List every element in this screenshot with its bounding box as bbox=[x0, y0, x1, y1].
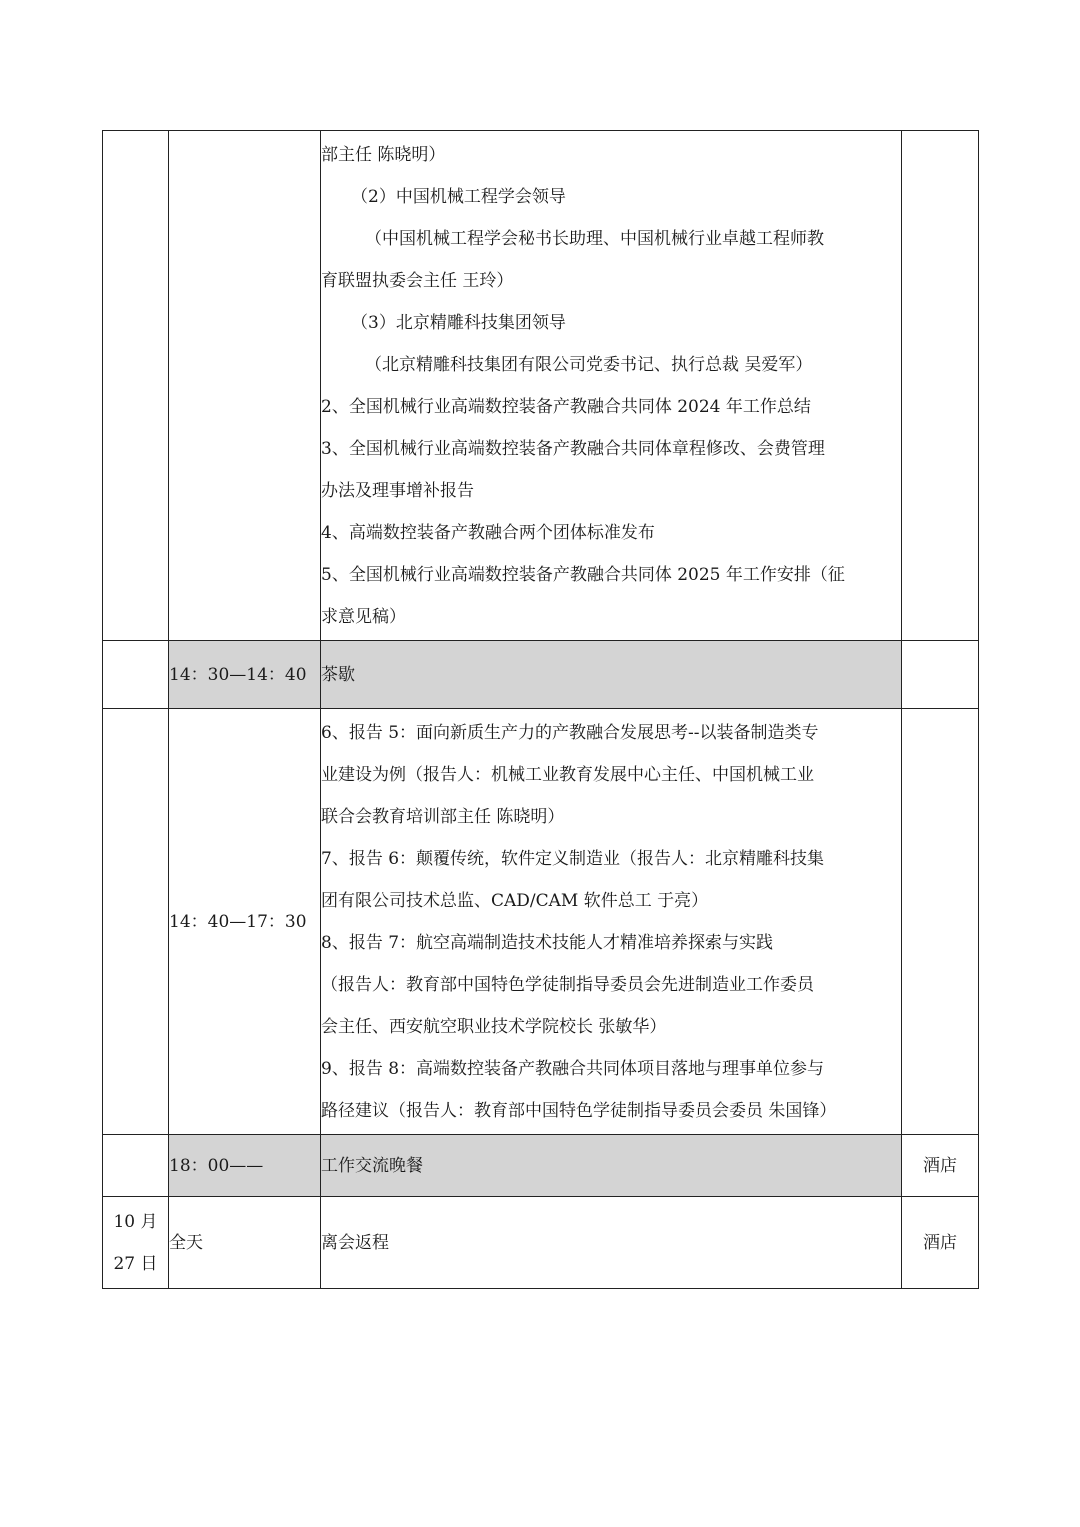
agenda-table bbox=[102, 130, 979, 1289]
table-row bbox=[103, 131, 979, 641]
content-cell bbox=[321, 131, 902, 641]
content-line: 会主任、西安航空职业技术学院校长 张敏华） bbox=[321, 1016, 667, 1037]
content-line: 联合会教育培训部主任 陈晓明） bbox=[321, 806, 565, 827]
time-cell: 18：00—— bbox=[169, 1135, 321, 1197]
content-line: 业建设为例（报告人：机械工业教育发展中心主任、中国机械工业 bbox=[321, 764, 814, 785]
time-cell bbox=[169, 131, 321, 641]
content-line: 4、高端数控装备产教融合两个团体标准发布 bbox=[321, 522, 655, 543]
date-cell bbox=[103, 709, 169, 1135]
content-line: （中国机械工程学会秘书长助理、中国机械行业卓越工程师教 bbox=[365, 228, 824, 249]
table-row bbox=[103, 1197, 979, 1289]
time-cell: 14：40—17：30 bbox=[169, 709, 321, 1135]
place-cell: 酒店 bbox=[902, 1135, 979, 1197]
content-line: 2、全国机械行业高端数控装备产教融合共同体 2024 年工作总结 bbox=[321, 396, 811, 417]
place-cell bbox=[902, 131, 979, 641]
content-line: 育联盟执委会主任 王玲） bbox=[321, 270, 514, 291]
date-cell bbox=[103, 641, 169, 709]
content-cell: 工作交流晚餐 bbox=[321, 1135, 902, 1197]
date-cell bbox=[103, 1135, 169, 1197]
content-line: （北京精雕科技集团有限公司党委书记、执行总裁 吴爱军） bbox=[365, 354, 813, 375]
date-day: 27 日 bbox=[113, 1253, 158, 1274]
content-line: 8、报告 7：航空高端制造技术技能人才精准培养探索与实践 bbox=[321, 932, 774, 953]
content-line: （3）北京精雕科技集团领导 bbox=[351, 312, 566, 333]
time-cell: 全天 bbox=[169, 1197, 321, 1289]
content-line: （2）中国机械工程学会领导 bbox=[351, 186, 566, 207]
time-cell: 14：30—14：40 bbox=[169, 641, 321, 709]
table-row bbox=[103, 1135, 979, 1197]
content-line: 7、报告 6：颠覆传统，软件定义制造业（报告人：北京精雕科技集 bbox=[321, 848, 825, 869]
content-line: 9、报告 8：高端数控装备产教融合共同体项目落地与理事单位参与 bbox=[321, 1058, 825, 1079]
content-line: 求意见稿） bbox=[321, 606, 406, 627]
content-cell bbox=[321, 709, 902, 1135]
table-row bbox=[103, 641, 979, 709]
content-cell: 离会返程 bbox=[321, 1197, 902, 1289]
content-line: 3、全国机械行业高端数控装备产教融合共同体章程修改、会费管理 bbox=[321, 438, 825, 459]
content-line: 办法及理事增补报告 bbox=[321, 480, 474, 501]
content-line: 路径建议（报告人：教育部中国特色学徒制指导委员会委员 朱国锋） bbox=[321, 1100, 837, 1121]
place-cell bbox=[902, 641, 979, 709]
table-row bbox=[103, 709, 979, 1135]
content-line: 5、全国机械行业高端数控装备产教融合共同体 2025 年工作安排（征 bbox=[321, 564, 845, 585]
content-line: 团有限公司技术总监、CAD/CAM 软件总工 于亮） bbox=[321, 890, 709, 911]
date-cell bbox=[103, 1197, 169, 1289]
content-cell: 茶歇 bbox=[321, 641, 902, 709]
date-month: 10 月 bbox=[113, 1211, 158, 1232]
place-cell: 酒店 bbox=[902, 1197, 979, 1289]
place-cell bbox=[902, 709, 979, 1135]
date-cell bbox=[103, 131, 169, 641]
content-line: 6、报告 5：面向新质生产力的产教融合发展思考--以装备制造类专 bbox=[321, 722, 819, 743]
content-line: 部主任 陈晓明） bbox=[321, 144, 446, 165]
content-line: （报告人：教育部中国特色学徒制指导委员会先进制造业工作委员 bbox=[321, 974, 814, 995]
